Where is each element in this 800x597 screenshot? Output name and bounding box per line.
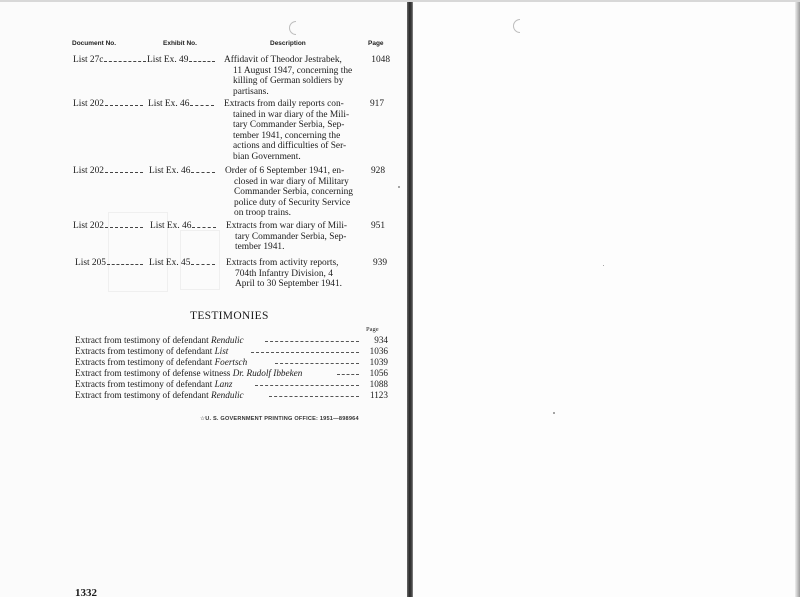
paper-speck [603, 265, 604, 266]
testimony-page: 1088 [369, 379, 388, 389]
testimony-page: 1036 [369, 346, 388, 356]
exhibit-number: List Ex. 46 [149, 166, 191, 176]
exhibit-page: 939 [372, 258, 387, 268]
exhibit-number: List Ex. 46 [148, 99, 190, 109]
dot-leader [104, 56, 146, 62]
dot-leader [337, 374, 359, 375]
binder-hole [289, 21, 303, 35]
document-no-header: Document No. [72, 40, 117, 47]
testimonies-page-label: Page [366, 326, 379, 333]
dot-leader [269, 396, 359, 397]
dot-leader [191, 259, 215, 265]
exhibit-page: 928 [370, 166, 385, 176]
dot-leader [255, 385, 359, 386]
page-number: 1332 [75, 587, 97, 597]
testimony-name: Rendulic [210, 390, 244, 400]
dot-leader [190, 100, 214, 106]
dot-leader [107, 259, 143, 265]
right-page [413, 0, 800, 597]
testimony-name: List [214, 346, 229, 356]
testimony-label: Extract from testimony of defense witness [75, 368, 233, 378]
exhibit-number: List Ex. 46 [150, 221, 192, 231]
testimony-label: Extracts from testimony of defendant [75, 357, 215, 367]
testimony-name: Dr. Rudolf Ibbeken [232, 368, 303, 378]
paper-speck [553, 412, 555, 414]
dot-leader [105, 222, 143, 228]
testimony-name: Lanz [214, 379, 233, 389]
dot-leader [251, 352, 359, 353]
testimony-page: 1056 [369, 368, 388, 378]
testimony-name: Rendulic [210, 335, 244, 345]
exhibit-page: 951 [370, 221, 385, 231]
testimonies-heading: TESTIMONIES [190, 310, 269, 322]
dot-leader [105, 167, 143, 173]
description-header: Description [270, 40, 306, 47]
exhibit-page: 917 [369, 99, 384, 109]
dot-leader [105, 100, 143, 106]
testimony-name: Foertsch [214, 357, 248, 367]
dot-leader [192, 222, 216, 228]
binder-hole [513, 19, 527, 33]
document-number: List 202 [73, 221, 104, 231]
document-number: List 202 [73, 99, 104, 109]
document-number: List 202 [73, 166, 104, 176]
page-header: Page [368, 40, 384, 47]
testimony-page: 1123 [369, 390, 388, 400]
testimony-page: 934 [374, 335, 388, 345]
exhibit-number: List Ex. 49 [147, 55, 189, 65]
exhibit-page: 1048 [371, 55, 390, 65]
exhibit-number: List Ex. 45 [149, 258, 191, 268]
dot-leader [265, 341, 359, 342]
exhibit-description: Extracts from daily reports con- tained in war diary of the Mili- tary Commander Serbia, Sep- tember 1941, concerning the actions and difficulties of Ser- bian Government. [224, 99, 350, 162]
testimony-label: Extract from testimony of defendant [75, 390, 211, 400]
document-number: List 27c [73, 55, 104, 65]
dot-leader [191, 167, 215, 173]
paper-speck [398, 186, 400, 188]
testimony-label: Extracts from testimony of defendant [75, 346, 215, 356]
page-top-edge [0, 0, 800, 2]
exhibit-description: Affidavit of Theodor Jestrabek, 11 August 1947, concerning the killing of German soldiers by partisans. [224, 55, 353, 97]
testimony-page: 1039 [369, 357, 388, 367]
dot-leader [189, 56, 215, 62]
exhibit-description: Order of 6 September 1941, en- closed in war diary of Military Commander Serbia, concerning police duty of Security Service on troop trains. [225, 166, 353, 219]
printer-imprint: ☆U. S. GOVERNMENT PRINTING OFFICE: 1951—898964 [200, 416, 359, 422]
exhibit-description: Extracts from activity reports, 704th Infantry Division, 4 April to 30 September 1941. [226, 258, 343, 290]
testimony-label: Extracts from testimony of defendant [75, 379, 215, 389]
document-number: List 205 [75, 258, 106, 268]
page-edge [795, 0, 800, 597]
testimony-label: Extract from testimony of defendant [75, 335, 211, 345]
exhibit-no-header: Exhibit No. [163, 40, 197, 47]
dot-leader [275, 363, 359, 364]
exhibit-description: Extracts from war diary of Mili- tary Commander Serbia, Sep- tember 1941. [226, 221, 348, 253]
